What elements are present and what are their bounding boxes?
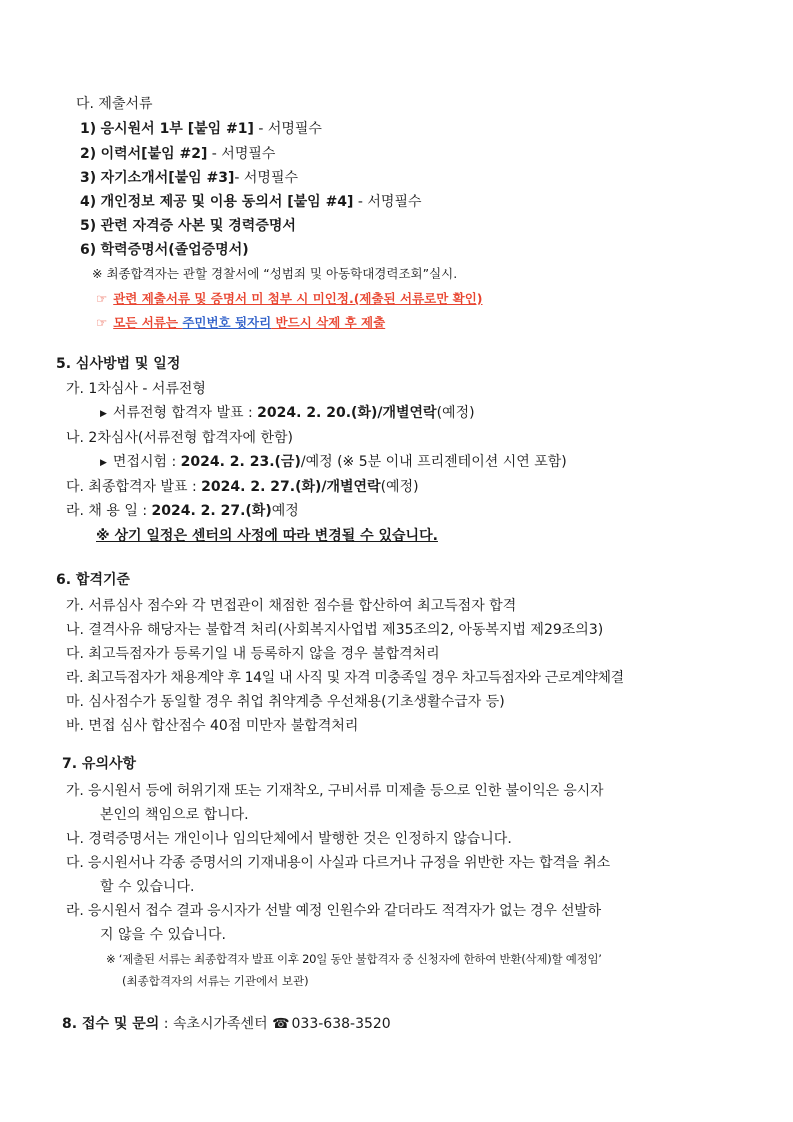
warning-text: 모든 서류는 [113, 315, 183, 330]
item-title: 학력증명서(졸업증명서) [100, 242, 249, 258]
suffix: /예정 (※ 5분 이내 프리젠테이션 시연 포함) [300, 454, 567, 470]
document-return-note: ※ ‘제출된 서류는 최종합격자 발표 이후 20일 동안 불합격자 중 신청자에 한하여 반환(삭제)할 예정임’ [106, 952, 602, 966]
police-check-note: ※ 최종합격자는 관할 경찰서에 “성범죄 및 아동학대경력조회”실시. [92, 266, 458, 281]
item-title: 응시원서 1부 [붙임 #1] [100, 121, 254, 137]
list-item [80, 119, 322, 139]
suffix: 예정 [271, 503, 299, 519]
phone-icon: ☎ [272, 1016, 290, 1032]
item-number: 1) [80, 121, 97, 137]
section-heading-criteria: 6. 합격기준 [56, 572, 131, 588]
phone-number: 033-638-3520 [291, 1016, 391, 1032]
list-item: 가. 서류심사 점수와 각 면접관이 채점한 점수를 합산하여 최고득점자 합격 [66, 598, 517, 614]
sub-heading-documents: 다. 제출서류 [76, 96, 153, 112]
warning-attachments [96, 289, 483, 309]
list-item [80, 192, 422, 212]
item-note: - 서명필수 [207, 146, 276, 162]
hand-pointer-icon: ☞ [96, 315, 108, 330]
triangle-bullet-icon: ▶ [100, 409, 107, 419]
schedule-change-notice: ※ 상기 일정은 센터의 사정에 따라 변경될 수 있습니다. [96, 528, 438, 544]
screening-second-detail [100, 452, 567, 474]
item-number: 6) [80, 242, 97, 258]
item-title: 이력서[붙임 #2] [100, 146, 208, 162]
date-value: 2024. 2. 20.(화)/개별연락 [257, 405, 437, 421]
note-no-selection: 라. 응시원서 접수 결과 응시자가 선발 예정 인원수와 같더라도 적격자가 없는 경우 선발하 [66, 903, 601, 919]
label: 라. 채 용 일 : [66, 503, 152, 519]
suffix: (예정) [436, 405, 475, 421]
list-item: 바. 면접 심사 합산점수 40점 미만자 불합격처리 [66, 718, 359, 734]
note-false-entry-cont: 본인의 책임으로 합니다. [100, 807, 249, 823]
list-item [80, 144, 275, 164]
section-heading-screening: 5. 심사방법 및 일정 [56, 356, 181, 372]
note-false-entry: 가. 응시원서 등에 허위기재 또는 기재착오, 구비서류 미제출 등으로 인한 불이익은 응시자 [66, 783, 604, 799]
section-heading-notes: 7. 유의사항 [62, 756, 137, 772]
warning-text: 반드시 삭제 후 제출 [271, 315, 386, 330]
item-note: - 서명필수 [353, 194, 422, 210]
hand-pointer-icon: ☞ [96, 291, 108, 306]
org-name: 속초시가족센터 [172, 1016, 273, 1032]
item-note: - 서명필수 [234, 170, 299, 186]
screening-first: 가. 1차심사 - 서류전형 [66, 381, 206, 397]
suffix: (예정) [380, 479, 419, 495]
warning-text: 관련 제출서류 및 증명서 미 첨부 시 미인정.(제출된 서류로만 확인) [113, 291, 483, 306]
item-number: 5) [80, 218, 97, 234]
item-number: 3) [80, 170, 97, 186]
date-value: 2024. 2. 23.(금) [180, 454, 301, 470]
final-announcement [66, 477, 419, 497]
date-value: 2024. 2. 27.(화)/개별연락 [201, 479, 381, 495]
label: 면접시험 : [112, 454, 181, 470]
hire-date [66, 501, 299, 521]
warning-resident-number [96, 313, 385, 333]
list-item [80, 240, 249, 260]
screening-first-detail [100, 403, 475, 425]
triangle-bullet-icon: ▶ [100, 458, 107, 468]
warning-highlight: 주민번호 뒷자리 [182, 315, 272, 330]
note-no-selection-cont: 지 않을 수 있습니다. [100, 927, 226, 943]
list-item: 나. 결격사유 해당자는 불합격 처리(사회복지사업법 제35조의2, 아동복지법 제29조의3) [66, 622, 604, 638]
label: 서류전형 합격자 발표 : [112, 405, 258, 421]
document-return-note-cont: (최종합격자의 서류는 기관에서 보관) [122, 974, 309, 988]
item-note: - 서명필수 [253, 121, 322, 137]
note-cancel-pass: 다. 응시원서나 각종 증명서의 기재내용이 사실과 다르거나 규정을 위반한 자는 합격을 취소 [66, 855, 610, 871]
item-number: 4) [80, 194, 97, 210]
separator: : [159, 1016, 173, 1032]
note-cancel-pass-cont: 할 수 있습니다. [100, 879, 195, 895]
list-item [80, 216, 296, 236]
list-item: 다. 최고득점자가 등록기일 내 등록하지 않을 경우 불합격처리 [66, 646, 440, 662]
item-title: 자기소개서[붙임 #3] [100, 170, 235, 186]
item-number: 2) [80, 146, 97, 162]
note-career-cert: 나. 경력증명서는 개인이나 임의단체에서 발행한 것은 인정하지 않습니다. [66, 831, 512, 847]
list-item: 라. 최고득점자가 채용계약 후 14일 내 사직 및 자격 미충족일 경우 차고득점자와 근로계약체결 [66, 670, 624, 686]
item-title: 관련 자격증 사본 및 경력증명서 [100, 218, 296, 234]
item-title: 개인정보 제공 및 이용 동의서 [붙임 #4] [100, 194, 354, 210]
contact-line [62, 1014, 391, 1034]
date-value: 2024. 2. 27.(화) [151, 503, 272, 519]
screening-second: 나. 2차심사(서류전형 합격자에 한함) [66, 430, 293, 446]
label: 다. 최종합격자 발표 : [66, 479, 202, 495]
section-heading-contact: 8. 접수 및 문의 [62, 1016, 160, 1032]
list-item [80, 168, 298, 188]
list-item: 마. 심사점수가 동일할 경우 취업 취약계층 우선채용(기초생활수급자 등) [66, 694, 505, 710]
